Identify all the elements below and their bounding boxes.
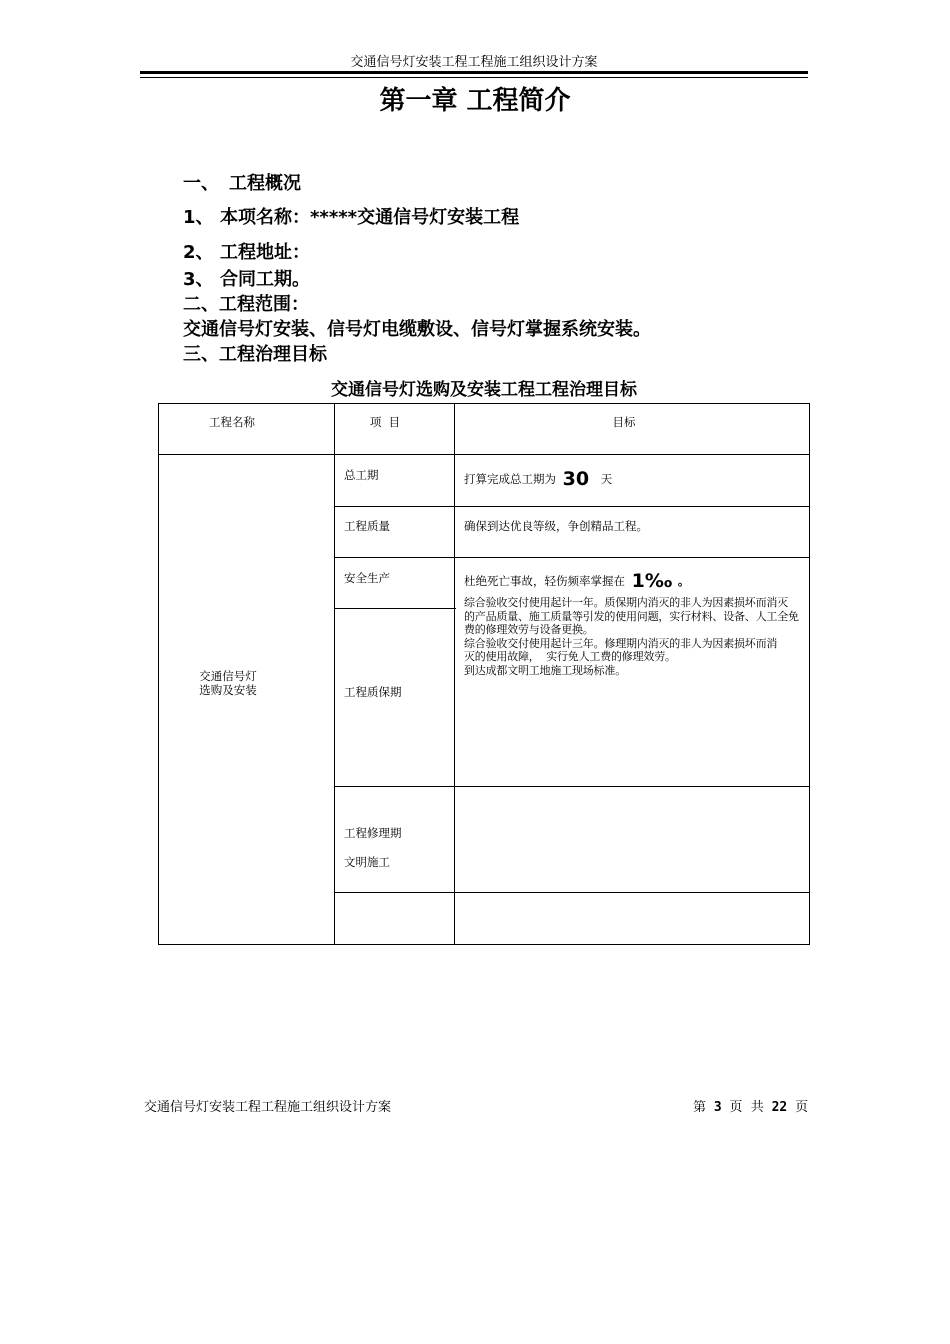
header-rule [140, 71, 808, 74]
item-civilized-construction: 文明施工 [344, 855, 390, 869]
target-quality: 确保到达优良等级，争创精品工程。 [464, 519, 648, 533]
table-border-bottom [158, 944, 810, 945]
section-text: 工程地址： [220, 242, 310, 263]
section-heading-overview [183, 173, 301, 195]
warranty-line: 灭的使用故障， 实行免人工费的修理效劳。 [464, 650, 676, 663]
row-divider [334, 557, 810, 558]
page-label: 页 共 [729, 1100, 764, 1115]
table-border-top [158, 403, 810, 404]
section-text: 二、工程范围： [183, 294, 309, 315]
header-project-name: 工程名称 [209, 415, 255, 429]
page-number: 3 [713, 1100, 722, 1115]
scope-description [183, 319, 651, 341]
target-text: 天 [600, 472, 613, 486]
section-text: 三、工程治理目标 [183, 344, 327, 365]
target-text: 杜绝死亡事故，轻伤频率掌握在 [464, 574, 625, 588]
target-text: 。 [677, 574, 690, 588]
project-name-line: 选购及安装 [199, 683, 257, 697]
duration-value: 30 [562, 468, 590, 490]
item-total-duration: 总工期 [344, 468, 379, 482]
section-heading-scope [183, 294, 309, 316]
section-number: 1、 [183, 207, 214, 228]
chapter-title: 第一章 工程简介 [379, 86, 571, 116]
footer-page-indicator [693, 1099, 808, 1117]
section-heading-management-goals [183, 344, 327, 366]
section-number: 3、 [183, 269, 214, 290]
page-label: 页 [795, 1100, 809, 1115]
item-safety: 安全生产 [344, 571, 390, 585]
total-pages: 22 [771, 1100, 788, 1115]
section-number: 一、 [183, 173, 219, 194]
row-divider [334, 608, 456, 609]
column-divider [454, 403, 455, 945]
warranty-line: 到达成都文明工地施工现场标准。 [464, 663, 626, 677]
row-divider [158, 454, 810, 455]
goals-table [158, 403, 810, 945]
section-text: 工程概况 [229, 173, 301, 194]
section-heading-project-name [183, 207, 519, 229]
running-header: 交通信号灯安装工程工程施工组织设计方案 [350, 55, 598, 70]
target-text: 打算完成总工期为 [464, 472, 556, 486]
section-number: 2、 [183, 242, 214, 263]
project-name-cell [158, 669, 298, 697]
page-label: 第 [693, 1100, 707, 1115]
warranty-line: 费的修理效劳与设备更换。 [464, 623, 594, 636]
footer-doc-title: 交通信号灯安装工程工程施工组织设计方案 [144, 1100, 392, 1115]
target-warranty [464, 596, 808, 677]
warranty-line: 的产品质量、施工质量等引发的使用问题，实行材料、设备、人工全免 [464, 609, 799, 623]
item-warranty: 工程质保期 [344, 685, 402, 699]
target-total-duration [464, 468, 613, 490]
section-heading-contract-period [183, 269, 310, 291]
row-divider [334, 786, 810, 787]
section-text: 合同工期。 [220, 269, 310, 290]
header-item: 项 目 [369, 415, 401, 429]
column-divider [334, 403, 335, 945]
item-maintenance-period: 工程修理期 [344, 826, 402, 840]
warranty-line: 综合验收交付使用起计三年。修理期内消灭的非人为因素损坏而消 [464, 636, 778, 650]
section-heading-address [183, 242, 310, 264]
item-quality: 工程质量 [344, 519, 390, 533]
row-divider [334, 506, 810, 507]
warranty-line: 综合验收交付使用起计一年。质保期内消灭的非人为因素损坏而消灭 [464, 596, 788, 609]
project-name-line: 交通信号灯 [199, 669, 257, 683]
section-text: 交通信号灯安装、信号灯电缆敷设、信号灯掌握系统安装。 [183, 319, 651, 340]
section-text: 本项名称：*****交通信号灯安装工程 [220, 207, 520, 228]
target-safety [464, 570, 690, 592]
row-divider [334, 892, 810, 893]
table-border-right [809, 403, 810, 945]
header-target: 目标 [612, 415, 636, 429]
header-rule-thin [140, 77, 808, 78]
injury-rate-value: 1‰ [631, 570, 673, 592]
table-title: 交通信号灯选购及安装工程工程治理目标 [331, 380, 637, 400]
